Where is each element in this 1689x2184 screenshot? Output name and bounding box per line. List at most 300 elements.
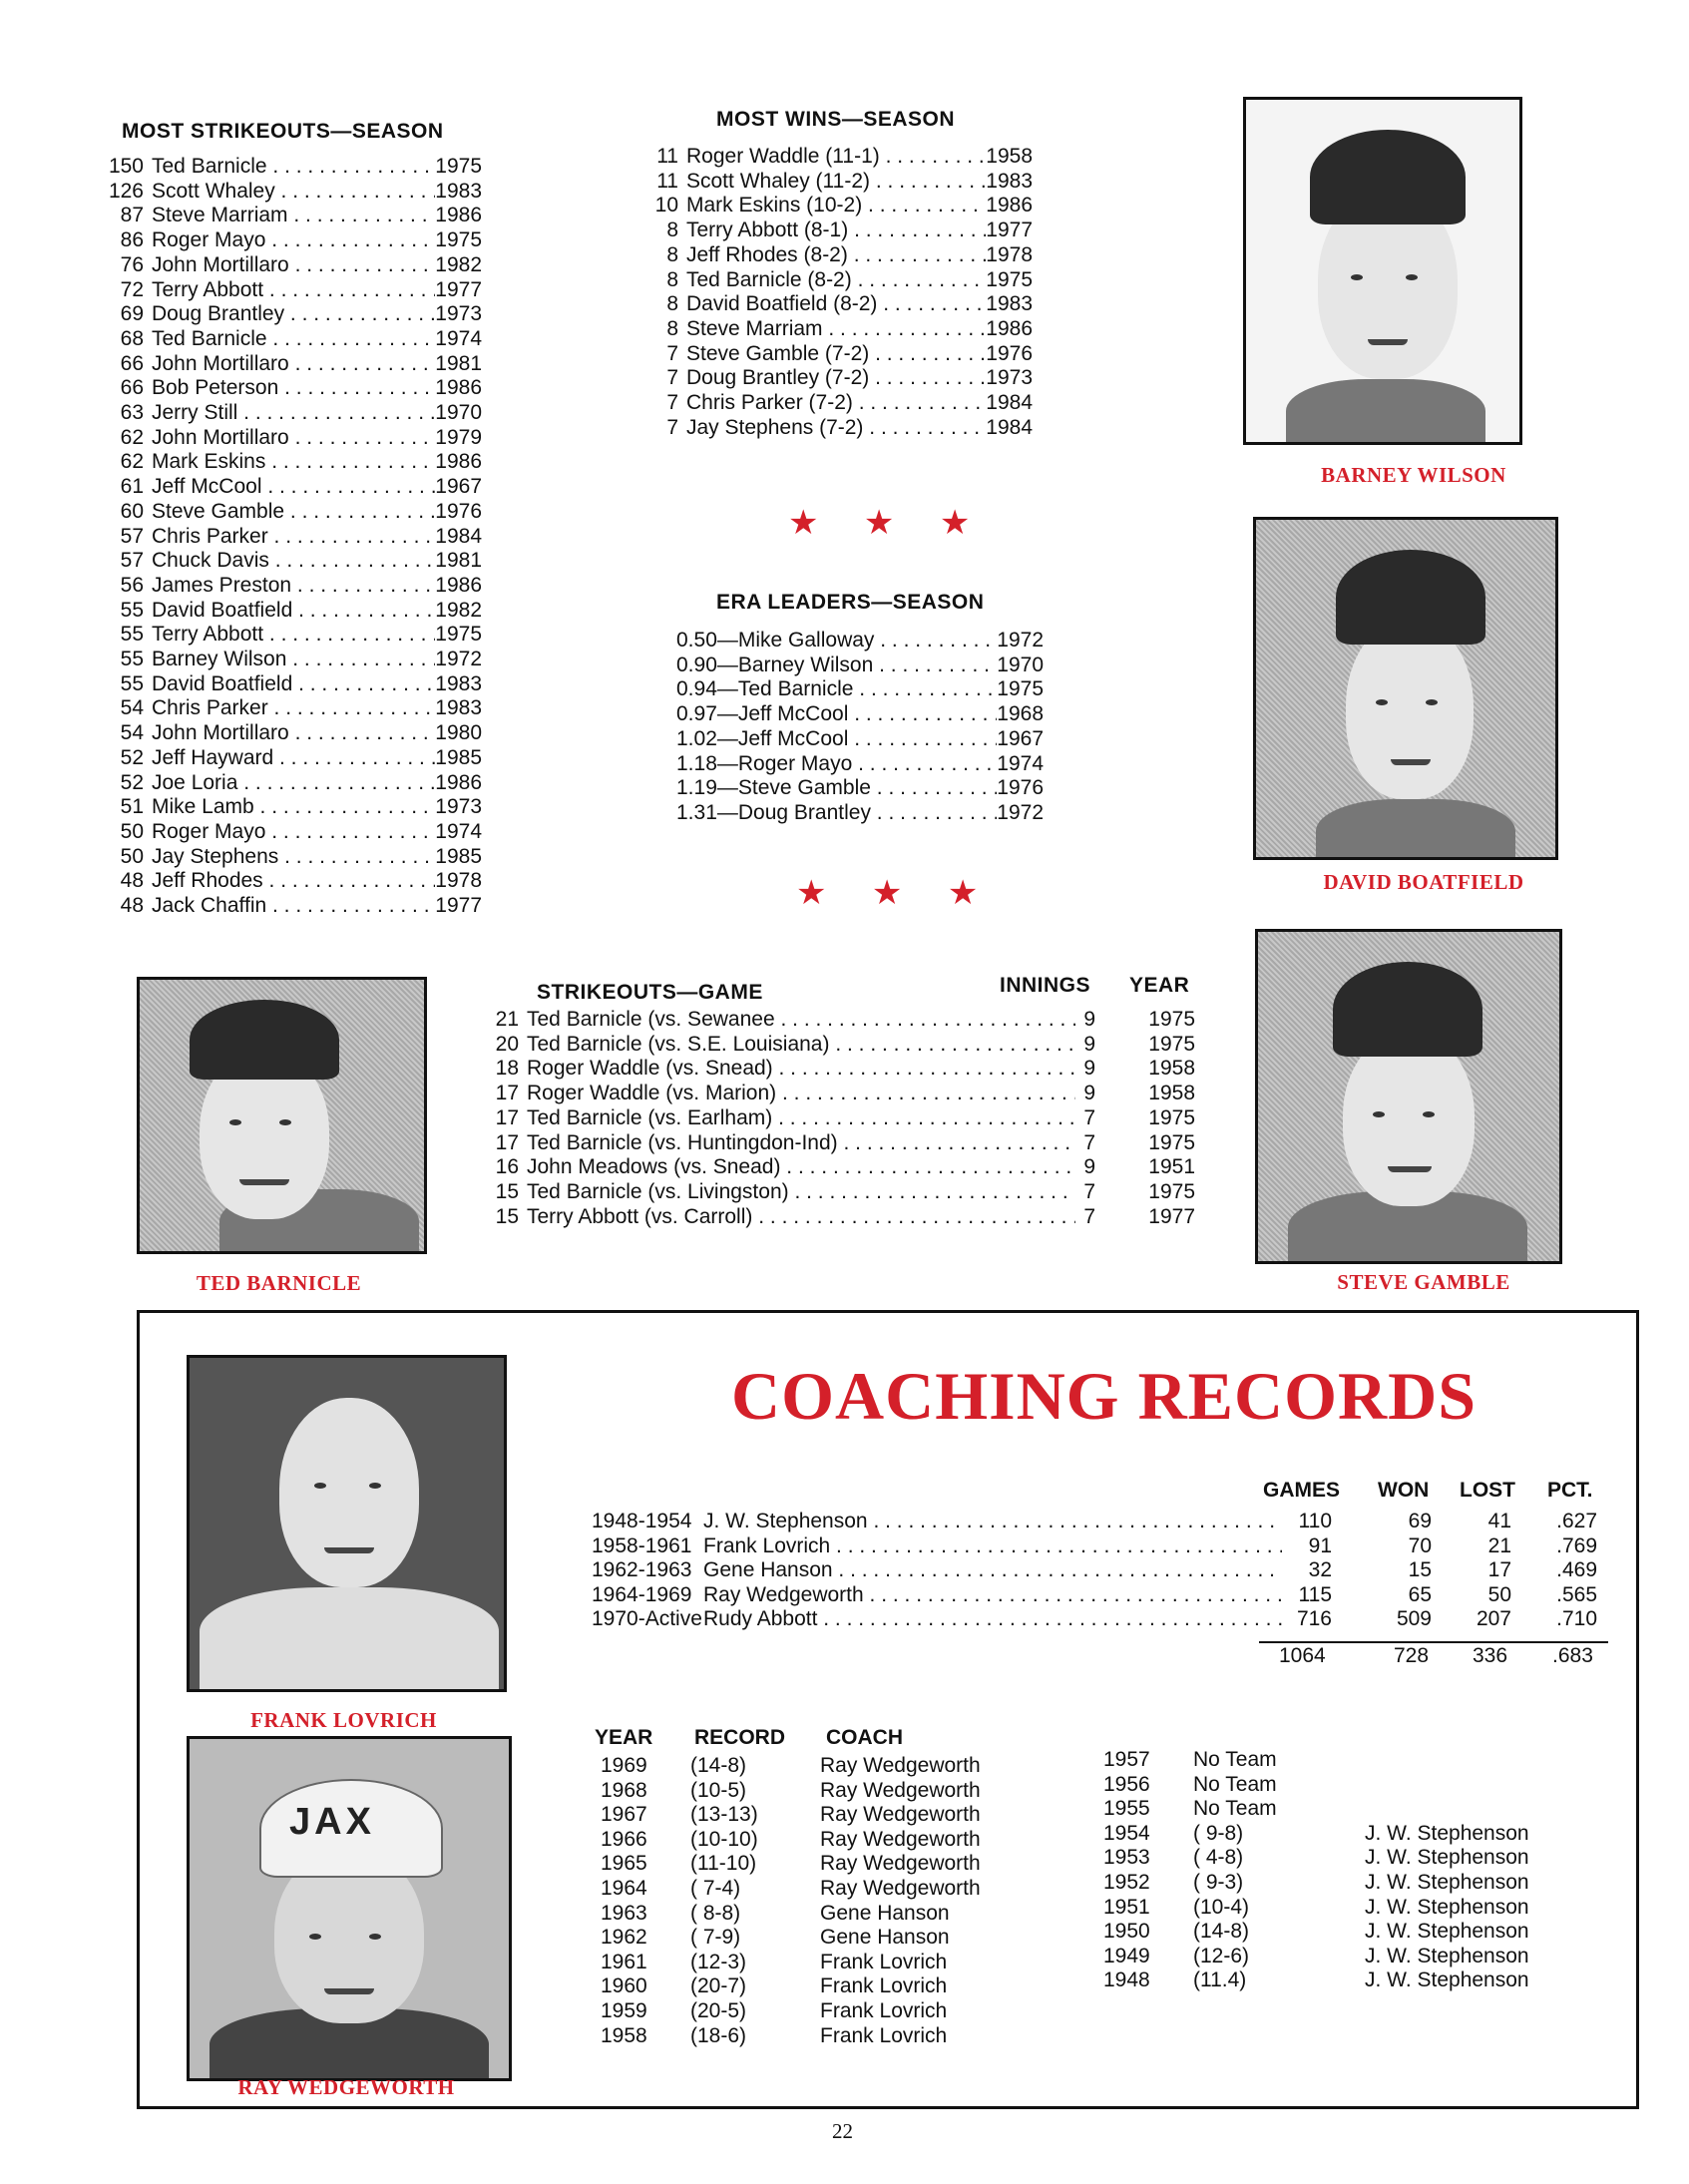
- year: 1958: [1148, 1082, 1195, 1105]
- player-name: Barney Wilson . . .: [144, 648, 435, 672]
- year: 1978: [986, 242, 1033, 266]
- year: 1982: [435, 252, 482, 276]
- count: 66: [120, 376, 144, 400]
- table-row: [601, 1877, 1050, 1902]
- count: 15: [495, 1204, 519, 1228]
- wins: 10: [654, 194, 678, 218]
- year: 1982: [435, 598, 482, 622]
- era-leaders-title: ERA LEADERS—SEASON: [716, 591, 985, 614]
- list-item: [646, 342, 1033, 367]
- year: 1975: [1148, 1105, 1195, 1129]
- player-name: Mark Eskins (10-2) . . .: [678, 194, 986, 218]
- coach: Frank Lovrich: [820, 1950, 948, 1973]
- player-game: John Meadows (vs. Snead) . . .: [519, 1155, 1075, 1180]
- list-item: [100, 450, 482, 475]
- list-item: [100, 696, 482, 721]
- list-item: [100, 204, 482, 228]
- year: 1958: [986, 145, 1033, 168]
- list-item: [100, 228, 482, 253]
- list-item: [646, 366, 1033, 391]
- year: 1975: [435, 228, 482, 252]
- count: 69: [120, 302, 144, 326]
- caption-barney-wilson: BARNEY WILSON: [1321, 463, 1506, 487]
- year: 1972: [997, 800, 1044, 824]
- record: (10-4): [1193, 1895, 1250, 1919]
- year: 1955: [1103, 1797, 1150, 1821]
- list-item: [487, 1205, 1195, 1230]
- list-item: [676, 677, 1044, 702]
- year: 1980: [435, 721, 482, 745]
- count: 48: [120, 869, 144, 893]
- yearly-right-table: [1103, 1748, 1622, 1993]
- table-row: [601, 1902, 1050, 1927]
- list-item: [646, 218, 1033, 243]
- wins: 7: [666, 366, 678, 390]
- games: 32: [1308, 1558, 1332, 1582]
- player-name: Mark Eskins . . .: [144, 450, 435, 475]
- count: 68: [120, 326, 144, 350]
- list-item: [100, 253, 482, 278]
- era-value: 1.02: [676, 726, 717, 750]
- player-name: John Mortillaro . . .: [144, 352, 435, 377]
- photo-frank-lovrich: [187, 1355, 507, 1692]
- coach: J. W. Stephenson: [1365, 1944, 1529, 1967]
- player-name: Chris Parker . . .: [144, 696, 435, 721]
- pct: .469: [1556, 1558, 1597, 1582]
- count: 61: [120, 475, 144, 499]
- table-row: [1103, 1896, 1622, 1921]
- count: 57: [120, 524, 144, 548]
- year: 1968: [997, 702, 1044, 726]
- list-item: [100, 623, 482, 648]
- coach-name: [703, 1534, 1282, 1559]
- player-game: Terry Abbott (vs. Carroll) . . .: [519, 1205, 1075, 1230]
- count: 21: [495, 1008, 519, 1031]
- dash: —: [716, 751, 738, 775]
- coach: [1365, 1748, 1594, 1773]
- list-item: [487, 1155, 1195, 1180]
- list-item: [100, 549, 482, 574]
- year: 1983: [435, 671, 482, 695]
- totals-rule: [1259, 1641, 1608, 1643]
- list-item: [487, 1106, 1195, 1131]
- year: 1950: [1103, 1920, 1150, 1944]
- year: 1975: [986, 267, 1033, 291]
- year: 1973: [435, 795, 482, 819]
- coach: J. W. Stephenson: [1365, 1821, 1529, 1845]
- count: 62: [120, 450, 144, 474]
- player-name: Steve Gamble . . .: [738, 776, 997, 801]
- table-row: [601, 1974, 1050, 1999]
- list-item: [676, 801, 1044, 826]
- count: 76: [120, 252, 144, 276]
- won: 70: [1408, 1533, 1432, 1557]
- list-item: [100, 599, 482, 624]
- era-value: 1.31: [676, 800, 717, 824]
- coach: Gene Hanson: [820, 1926, 950, 1950]
- coach: J. W. Stephenson: [1365, 1870, 1529, 1894]
- coach: Ray Wedgeworth: [820, 1876, 981, 1900]
- year: 1976: [997, 776, 1044, 800]
- year: 1962: [601, 1926, 647, 1950]
- year: 1986: [435, 376, 482, 400]
- list-item: [646, 292, 1033, 317]
- year: 1961: [601, 1950, 647, 1973]
- coach-name: [703, 1583, 1282, 1608]
- count: 57: [120, 549, 144, 573]
- table-row: [1103, 1968, 1622, 1993]
- list-item: [100, 672, 482, 697]
- player-name: Ted Barnicle (8-2) . . .: [678, 268, 986, 293]
- list-item: [100, 771, 482, 796]
- player-game: Ted Barnicle (vs. Sewanee . . .: [519, 1008, 1075, 1033]
- years: 1958-1961: [592, 1533, 692, 1557]
- record: No Team: [1193, 1772, 1277, 1796]
- player-name: Scott Whaley . . .: [144, 180, 435, 205]
- list-item: [100, 376, 482, 401]
- count: 55: [120, 598, 144, 622]
- coach: Frank Lovrich: [820, 2023, 948, 2047]
- list-item: [100, 327, 482, 352]
- year: 1975: [1148, 1179, 1195, 1203]
- count: 54: [120, 696, 144, 720]
- wins: 8: [666, 316, 678, 340]
- count: 72: [120, 277, 144, 301]
- year: 1974: [435, 326, 482, 350]
- year: 1974: [997, 751, 1044, 775]
- player-name: Steve Gamble . . .: [144, 500, 435, 525]
- year: 1985: [435, 745, 482, 769]
- record: (10-5): [690, 1778, 747, 1802]
- record: (13-13): [690, 1803, 758, 1827]
- player-name: Jerry Still . . .: [144, 401, 435, 426]
- year: 1976: [986, 341, 1033, 365]
- year: 1975: [997, 677, 1044, 701]
- record: ( 4-8): [1193, 1846, 1244, 1870]
- count: 87: [120, 204, 144, 227]
- count: 48: [120, 894, 144, 918]
- year: 1983: [986, 169, 1033, 193]
- table-row: [1103, 1920, 1622, 1945]
- player-name: Bob Peterson . . .: [144, 376, 435, 401]
- table-row: [592, 1583, 1609, 1608]
- player-name: Chuck Davis . . .: [144, 549, 435, 574]
- coach: Ray Wedgeworth: [820, 1852, 981, 1876]
- count: 17: [495, 1082, 519, 1105]
- record: ( 7-4): [690, 1876, 741, 1900]
- era-value: 0.90: [676, 653, 717, 676]
- player-name: Doug Brantley . . .: [738, 801, 997, 826]
- list-item: [676, 629, 1044, 654]
- year: 1977: [435, 894, 482, 918]
- wins: 7: [666, 415, 678, 439]
- era-value: 1.18: [676, 751, 717, 775]
- year: 1986: [986, 316, 1033, 340]
- count: 60: [120, 499, 144, 523]
- lost: 50: [1487, 1582, 1511, 1606]
- list-item: [646, 416, 1033, 441]
- wins: 8: [666, 292, 678, 316]
- coach: Ray Wedgeworth: [820, 1827, 981, 1851]
- player-name: Terry Abbott . . .: [144, 623, 435, 648]
- table-row: [601, 1951, 1050, 1975]
- year: 1960: [601, 1974, 647, 1998]
- year: 1985: [435, 844, 482, 868]
- innings: 9: [1083, 1155, 1095, 1179]
- dash: —: [716, 800, 738, 824]
- year: 1967: [997, 726, 1044, 750]
- won: 65: [1408, 1582, 1432, 1606]
- table-row: [1103, 1945, 1622, 1969]
- year: 1984: [435, 524, 482, 548]
- pct: .627: [1556, 1510, 1597, 1532]
- table-row: [601, 1828, 1050, 1853]
- year: 1974: [435, 819, 482, 843]
- player-name: John Mortillaro . . .: [144, 426, 435, 451]
- coach: J. W. Stephenson: [1365, 1846, 1529, 1870]
- pct: .769: [1556, 1533, 1597, 1557]
- player-name: Jay Stephens (7-2) . . .: [678, 416, 986, 441]
- table-row: [592, 1558, 1609, 1583]
- innings: 7: [1083, 1105, 1095, 1129]
- count: 55: [120, 648, 144, 671]
- player-name: Doug Brantley (7-2) . . .: [678, 366, 986, 391]
- innings: 9: [1083, 1082, 1095, 1105]
- table-row: [1103, 1748, 1622, 1773]
- coach: Ray Wedgeworth: [820, 1803, 981, 1827]
- player-name: Jeff Rhodes (8-2) . . .: [678, 243, 986, 268]
- list-item: [487, 1180, 1195, 1205]
- coach-name: [703, 1558, 1282, 1583]
- player-game: Ted Barnicle (vs. Earlham) . . .: [519, 1106, 1075, 1131]
- player-name: Roger Mayo . . .: [738, 752, 997, 777]
- year: 1967: [601, 1803, 647, 1827]
- year: 1975: [1148, 1032, 1195, 1056]
- list-item: [100, 155, 482, 180]
- player-name: Chris Parker (7-2) . . .: [678, 391, 986, 416]
- table-row: [1103, 1871, 1622, 1896]
- player-name: Steve Marriam . . .: [678, 317, 986, 342]
- innings: 7: [1083, 1204, 1095, 1228]
- year: 1981: [435, 351, 482, 375]
- wins-season-list: [646, 145, 1033, 440]
- list-item: [487, 1008, 1195, 1033]
- list-item: [646, 268, 1033, 293]
- list-item: [646, 194, 1033, 218]
- year: 1972: [997, 629, 1044, 652]
- player-name: Jeff McCool . . .: [738, 702, 997, 727]
- list-item: [646, 391, 1033, 416]
- player-name: David Boatfield (8-2) . . .: [678, 292, 986, 317]
- era-leaders-list: [676, 629, 1044, 826]
- list-item: [100, 746, 482, 771]
- wins: 11: [656, 145, 678, 168]
- innings: 9: [1083, 1032, 1095, 1056]
- year: 1959: [601, 1998, 647, 2022]
- player-game: Ted Barnicle (vs. Livingston) . . .: [519, 1180, 1075, 1205]
- table-row: [601, 1926, 1050, 1951]
- count: 55: [120, 671, 144, 695]
- record: No Team: [1193, 1748, 1277, 1771]
- record: (11-10): [690, 1852, 757, 1876]
- era-value: 0.97: [676, 702, 717, 726]
- record: (12-6): [1193, 1944, 1250, 1967]
- photo-david-boatfield: [1253, 517, 1558, 860]
- games: 110: [1298, 1510, 1332, 1532]
- count: 50: [120, 819, 144, 843]
- table-row: [601, 2024, 1050, 2049]
- wins: 11: [656, 169, 678, 193]
- star-divider-2: ★ ★ ★: [796, 874, 997, 912]
- dash: —: [716, 629, 738, 652]
- count: 56: [120, 573, 144, 597]
- coach-name: [703, 1607, 1282, 1632]
- count: 17: [495, 1130, 519, 1154]
- table-row: [1103, 1846, 1622, 1871]
- games: 115: [1298, 1582, 1332, 1606]
- year: 1983: [986, 292, 1033, 316]
- count: 62: [120, 425, 144, 449]
- year: 1969: [601, 1754, 647, 1777]
- player-name: Mike Galloway . . .: [738, 629, 997, 654]
- list-item: [676, 654, 1044, 678]
- record: (14-8): [1193, 1920, 1250, 1944]
- coach: Frank Lovrich: [820, 1998, 948, 2022]
- count: 20: [495, 1032, 519, 1056]
- year: 1977: [1148, 1204, 1195, 1228]
- player-game: Ted Barnicle (vs. Huntingdon-Ind) . . .: [519, 1131, 1075, 1156]
- list-item: [100, 820, 482, 845]
- years: 1964-1969: [592, 1582, 692, 1606]
- table-row: [1103, 1822, 1622, 1847]
- table-row: [601, 1803, 1050, 1828]
- year: 1975: [1148, 1008, 1195, 1031]
- player-name: Jeff Hayward . . .: [144, 746, 435, 771]
- cap-lettering: JAX: [289, 1801, 375, 1843]
- player-name: Scott Whaley (11-2) . . .: [678, 170, 986, 195]
- count: 52: [120, 770, 144, 794]
- list-item: [100, 574, 482, 599]
- era-value: 0.50: [676, 629, 717, 652]
- coach: [1365, 1773, 1594, 1798]
- photo-ray-wedgeworth: [187, 1736, 512, 2081]
- player-name: Roger Mayo . . .: [144, 820, 435, 845]
- table-row: [592, 1510, 1609, 1534]
- wins: 7: [666, 341, 678, 365]
- coaching-records-title: COACHING RECORDS: [731, 1358, 1478, 1434]
- year: 1957: [1103, 1748, 1150, 1771]
- won: 15: [1408, 1558, 1432, 1582]
- list-item: [676, 702, 1044, 727]
- player-name: John Mortillaro . . .: [144, 721, 435, 746]
- record: ( 9-3): [1193, 1870, 1244, 1894]
- list-item: [100, 648, 482, 672]
- player-name: James Preston . . .: [144, 574, 435, 599]
- year: 1956: [1103, 1772, 1150, 1796]
- player-name: Mike Lamb . . .: [144, 795, 435, 820]
- year: 1951: [1103, 1895, 1150, 1919]
- coach: J. W. Stephenson . . .: [703, 1510, 1282, 1534]
- coach: Frank Lovrich . . .: [703, 1534, 1282, 1559]
- count: 17: [495, 1105, 519, 1129]
- year: 1973: [435, 302, 482, 326]
- record: No Team: [1193, 1797, 1277, 1821]
- player-name: Jay Stephens . . .: [144, 845, 435, 870]
- coaching-summary-table: [592, 1510, 1609, 1632]
- coach: Ray Wedgeworth: [820, 1754, 981, 1777]
- year: 1972: [435, 648, 482, 671]
- year: 1979: [435, 425, 482, 449]
- coach: J. W. Stephenson: [1365, 1968, 1529, 1992]
- record: ( 8-8): [690, 1901, 741, 1925]
- year: 1977: [986, 218, 1033, 242]
- year: 1963: [601, 1901, 647, 1925]
- caption-david-boatfield: DAVID BOATFIELD: [1323, 870, 1524, 894]
- games: 91: [1308, 1533, 1332, 1557]
- player-name: Chris Parker . . .: [144, 525, 435, 550]
- count: 54: [120, 721, 144, 745]
- list-item: [487, 1033, 1195, 1058]
- record: (20-7): [690, 1974, 747, 1998]
- player-name: David Boatfield . . .: [144, 672, 435, 697]
- innings: 9: [1083, 1057, 1095, 1081]
- table-row: [601, 1999, 1050, 2024]
- count: 63: [120, 401, 144, 425]
- year: 1948: [1103, 1968, 1150, 1992]
- year: 1986: [435, 770, 482, 794]
- record: (10-10): [690, 1827, 758, 1851]
- player-game: Roger Waddle (vs. Snead) . . .: [519, 1057, 1075, 1082]
- dash: —: [716, 702, 738, 726]
- strikeouts-game-title: STRIKEOUTS—GAME: [537, 981, 763, 1004]
- table-row: [601, 1852, 1050, 1877]
- years: 1970-Active: [592, 1607, 702, 1631]
- list-item: [100, 302, 482, 327]
- year: 1970: [435, 401, 482, 425]
- list-item: [487, 1057, 1195, 1082]
- coach: Rudy Abbott . . .: [703, 1607, 1282, 1632]
- year: 1986: [435, 450, 482, 474]
- list-item: [676, 727, 1044, 752]
- year: 1967: [435, 475, 482, 499]
- count: 51: [120, 795, 144, 819]
- year: 1975: [435, 623, 482, 647]
- photo-ted-barnicle: [137, 977, 427, 1254]
- photo-barney-wilson: [1243, 97, 1522, 445]
- year: 1975: [435, 155, 482, 178]
- table-row: [601, 1779, 1050, 1804]
- era-value: 1.19: [676, 776, 717, 800]
- year: 1984: [986, 391, 1033, 415]
- player-name: Ted Barnicle . . .: [738, 677, 997, 702]
- player-name: Steve Marriam . . .: [144, 204, 435, 228]
- player-name: David Boatfield . . .: [144, 599, 435, 624]
- player-name: Jeff Rhodes . . .: [144, 869, 435, 894]
- count: 15: [495, 1179, 519, 1203]
- games: 716: [1296, 1607, 1332, 1631]
- won: 509: [1396, 1607, 1432, 1631]
- list-item: [676, 752, 1044, 777]
- list-item: [100, 401, 482, 426]
- lost: 21: [1487, 1533, 1511, 1557]
- lost: 207: [1476, 1607, 1511, 1631]
- year: 1975: [1148, 1130, 1195, 1154]
- record: (20-5): [690, 1998, 747, 2022]
- year: 1981: [435, 549, 482, 573]
- record: ( 7-9): [690, 1926, 741, 1950]
- wins: 8: [666, 218, 678, 242]
- player-name: Terry Abbott . . .: [144, 278, 435, 303]
